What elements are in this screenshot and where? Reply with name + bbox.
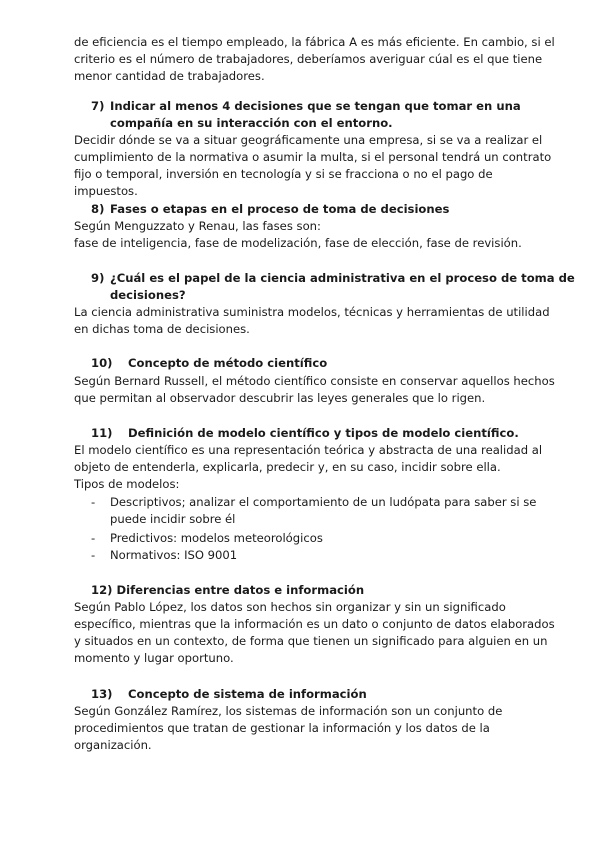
intro-line: criterio es el número de trabajadores, deberíamos averiguar cúal es el que tiene [74,52,543,66]
list-item: puede incidir sobre él [110,512,236,526]
question-title: ¿Cuál es el papel de la ciencia administrativa en el proceso de toma de [110,271,575,285]
answer-line: Según Pablo López, los datos son hechos sin organizar y sin un significado [74,600,506,614]
question-number: 11) [91,426,113,440]
bullet-mark: - [91,548,96,562]
answer-line: que permitan al observador descubrir las leyes generales que lo rigen. [74,391,486,405]
list-item: Normativos: ISO 9001 [110,548,238,562]
question-number: 9) [91,271,105,285]
list-item: Predictivos: modelos meteorológicos [110,531,323,545]
question-title: Concepto de método científico [128,356,328,370]
list-item: Descriptivos; analizar el comportamiento de un ludópata para saber si se [110,495,537,509]
answer-line: en dichas toma de decisiones. [74,322,250,336]
question-title: 12) Diferencias entre datos e información [91,583,365,597]
answer-line: Según Bernard Russell, el método científico consiste en conservar aquellos hechos [74,374,555,388]
question-title: compañía en su interacción con el entorno. [110,116,393,130]
answer-line: El modelo científico es una representación teórica y abstracta de una realidad al [74,443,543,457]
answer-line: fase de inteligencia, fase de modelización, fase de elección, fase de revisión. [74,236,522,250]
question-number: 13) [91,687,113,701]
answer-line: momento y lugar oportuno. [74,651,234,665]
answer-line: y situados en un contexto, de forma que tienen un significado para alguien en un [74,634,548,648]
intro-line: menor cantidad de trabajadores. [74,69,265,83]
answer-line: organización. [74,738,152,752]
answer-line: cumplimiento de la normativa o asumir la multa, si el personal tendrá un contrato [74,150,552,164]
answer-line: procedimientos que tratan de gestionar la información y los datos de la [74,721,490,735]
question-title: Fases o etapas en el proceso de toma de decisiones [110,202,450,216]
answer-line: Según González Ramírez, los sistemas de información son un conjunto de [74,704,503,718]
bullet-mark: - [91,495,96,509]
answer-line: Según Menguzzato y Renau, las fases son: [74,219,321,233]
bullet-mark: - [91,531,96,545]
question-title: Definición de modelo científico y tipos de modelo científico. [128,426,519,440]
answer-line: objeto de entenderla, explicarla, predecir y, en su caso, incidir sobre ella. [74,460,501,474]
question-title: decisiones? [110,288,186,302]
answer-line: La ciencia administrativa suministra modelos, técnicas y herramientas de utilidad [74,305,550,319]
question-title: Indicar al menos 4 decisiones que se tengan que tomar en una [110,99,521,113]
question-number: 7) [91,99,105,113]
question-title: Concepto de sistema de información [128,687,367,701]
answer-line: Tipos de modelos: [74,477,180,491]
question-number: 8) [91,202,105,216]
answer-line: Decidir dónde se va a situar geográficamente una empresa, si se va a realizar el [74,133,543,147]
answer-line: fijo o temporal, inversión en tecnología y si se fracciona o no el pago de [74,167,493,181]
question-number: 10) [91,356,113,370]
answer-line: impuestos. [74,184,138,198]
intro-line: de eficiencia es el tiempo empleado, la fábrica A es más eficiente. En cambio, si el [74,35,555,49]
answer-line: específico, mientras que la información es un dato o conjunto de datos elaborados [74,617,555,631]
